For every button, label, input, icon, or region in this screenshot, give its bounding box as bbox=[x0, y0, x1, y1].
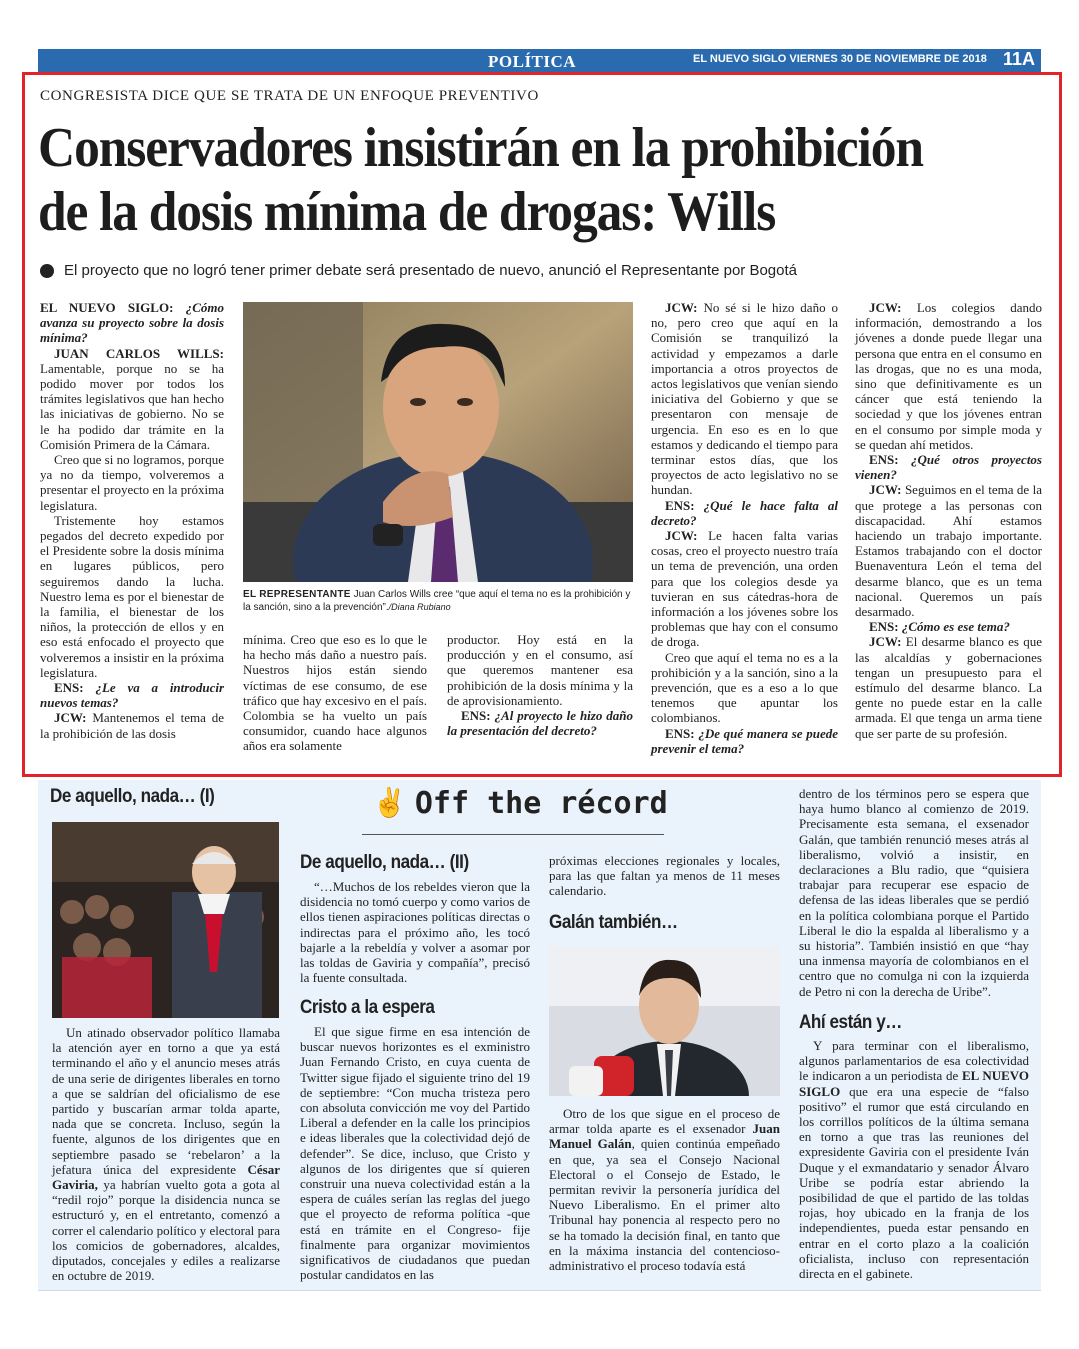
paragraph: Tristemente hoy estamos pegados del decreto expedido por el Presidente sobre la dosis mínima en lugares públicos, pero seguiremos dando la lucha. Nuestro lema es por el bienestar de la familia, el bienestar de los niños, la protección de ellos y en eso está enfocado el proyecto que volveremos a insistir en la próxima legislatura. bbox=[40, 512, 224, 680]
caption-text: Juan Carlos Wills cree “que aquí el tema no es la prohibición y la sanción, sino a la prevención”. bbox=[243, 589, 631, 613]
answer-text: Los colegios dando información, demostrando a los jóvenes a donde puede llegar una persona que entra en el consumo en las drogas, que no es una moda, sino que definitivamente es un cáncer que está teniendo la sociedad y que los jóvenes entran en el consumo por simple moda y se quedan ahí metidos. bbox=[855, 300, 1043, 452]
article-headline bbox=[38, 116, 1022, 244]
paragraph: Creo que si no logramos, porque ya no da tiempo, volveremos a presentar el proyecto en la próxima legislatura. bbox=[40, 452, 224, 513]
person-name: Juan Manuel Galán bbox=[549, 1121, 780, 1152]
caption-label: EL REPRESENTANTE bbox=[243, 589, 351, 600]
answer-lead: JCW: bbox=[869, 634, 902, 650]
article-deck bbox=[40, 262, 797, 279]
section-title: Ahí están y… bbox=[799, 1012, 902, 1033]
paragraph: , quien continúa empeñado en que, ya sea el Consejo Nacional Electoral o el Consejo de Estado, le permitan revivir la personería jurídica del Nuevo Liberalismo. En el primer alto Tribunal hay ponencia al respecto pero no se ha tomado la decisión final, en tanto que en la máxima instancia del contencioso-administrativo el proceso todavía está bbox=[549, 1136, 780, 1274]
answer-text: Lamentable, porque no se ha podido mover por todos los trámites legislativos que han hecho las iniciativas de gobierno. No se le ha podido dar trámite en la Comisión Primera de la Cámara. bbox=[40, 360, 224, 452]
section-header-bar bbox=[38, 49, 1041, 72]
paragraph: Un atinado observador político llamaba la atención ayer en torno a que ya está terminando el año y el anuncio meses atrás de una serie de dirigentes liberales en torno a que se saldrían del oficialismo de ese partido y buscarían armar tolda aparte, nada que se concreta. Incluso, según la fuente, algunos de los dirigentes que en septiembre pasado se ‘rebelaron’ a la jefatura única del expresidente bbox=[52, 1025, 280, 1177]
question-text: ¿Qué le hace falta al decreto? bbox=[651, 497, 838, 528]
column-title: Off the récord bbox=[414, 786, 668, 821]
photo-credit: /Diana Rubiano bbox=[388, 602, 451, 612]
photo-caption bbox=[243, 588, 633, 614]
bullet-icon bbox=[40, 264, 54, 278]
answer-lead: JCW: bbox=[54, 710, 87, 726]
paragraph: Y para terminar con el liberalismo, algunos parlamentarios de esa colectividad le indicaron a un periodista de bbox=[799, 1038, 1029, 1084]
article-column-5 bbox=[855, 300, 1042, 741]
article-column-2 bbox=[243, 632, 427, 754]
gaviria-photo bbox=[52, 822, 279, 1018]
section-name: POLÍTICA bbox=[488, 52, 577, 71]
question-text: ¿Al proyecto le hizo daño la presentación del decreto? bbox=[447, 708, 633, 739]
off-the-record-title bbox=[372, 786, 668, 821]
section-title: De aquello, nada… (II) bbox=[300, 852, 469, 873]
off-record-col-1 bbox=[52, 1025, 280, 1283]
question-text: ¿Cómo es ese tema? bbox=[901, 619, 1010, 635]
answer-text: Le hacen falta varias cosas, creo el proyecto nuestro traía un tema de prevención, una orden para que los colegios desde ya tuvieran en sus cátedras-hora de información a los jóvenes sobre los problemas que hay con el consumo de droga. bbox=[651, 528, 839, 650]
article-kicker: CONGRESISTA DICE QUE SE TRATA DE UN ENFOQUE PREVENTIVO bbox=[40, 88, 539, 104]
answer-lead: JCW: bbox=[665, 300, 698, 315]
headline-line-1: Conservadores insistirán en la prohibición bbox=[38, 117, 923, 179]
portrait-photo bbox=[243, 302, 633, 582]
paragraph: que era una especie de “falso positivo” el rumor que está circulando en los corrillos políticos de la última semana en torno a que tras las reuniones del expresidente Gaviria con el presidente Iván Duque y el exmandatario y senador Álvaro Uribe se podría estar abriendo la posibilidad de que el partido de las toldas rojas, hoy ubicado en la franja de los independientes, pueda estar pensando en entrar en el corto plazo a la coalición oficialista, incluso con representación directa en el gabinete. bbox=[799, 1083, 1029, 1282]
answer-lead: JUAN CARLOS WILLS: bbox=[54, 345, 224, 361]
off-record-col-4b bbox=[799, 1038, 1029, 1281]
question-lead: ENS: bbox=[869, 452, 899, 468]
question-lead: ENS: bbox=[665, 725, 695, 741]
deck-text: El proyecto que no logró tener primer debate será presentado de nuevo, anunció el Representante por Bogotá bbox=[64, 262, 797, 279]
question-text: ¿Qué otros proyectos vienen? bbox=[855, 452, 1042, 483]
answer-lead: JCW: bbox=[665, 528, 698, 544]
paragraph: próximas elecciones regionales y locales, para las que faltan ya menos de 11 meses calendario. bbox=[549, 853, 780, 899]
galan-photo bbox=[549, 946, 780, 1096]
answer-text: Mantenemos el tema de la prohibición de las dosis bbox=[40, 710, 224, 741]
paragraph: productor. Hoy está en la producción y en el consumo, así que queremos mantener esa prohibición de la dosis mínima y la de aprovisionamiento. bbox=[447, 632, 633, 708]
question-lead: ENS: bbox=[665, 497, 695, 513]
answer-lead: JCW: bbox=[869, 300, 902, 315]
headline-line-2: de la dosis mínima de drogas: Wills bbox=[38, 181, 776, 243]
off-record-col-2 bbox=[300, 879, 530, 985]
paragraph: Otro de los que sigue en el proceso de armar tolda aparte es el exsenador bbox=[549, 1106, 780, 1137]
article-column-1 bbox=[40, 300, 224, 741]
page-number: 11A bbox=[1002, 49, 1035, 69]
question-lead: ENS: bbox=[869, 619, 899, 635]
off-record-col-2b bbox=[300, 1024, 530, 1282]
off-record-col-3 bbox=[549, 853, 780, 899]
victory-hand-icon: ✌ bbox=[372, 787, 407, 819]
answer-lead: JCW: bbox=[869, 482, 902, 498]
paragraph: ya habrían vuelto gota a gota al “redil rojo” porque la disidencia nunca se estructuró y, en el entretanto, comenzó a correr el calendario político y electoral para los comicios de gobernadores, alcaldes, diputados, concejales y ediles a realizarse en octubre de 2019. bbox=[52, 1177, 280, 1284]
question-lead: ENS: bbox=[461, 708, 491, 724]
off-record-col-4 bbox=[799, 786, 1029, 999]
answer-text: Seguimos en el tema de la que protege a las personas con discapacidad. Ahí estamos haciendo un trabajo importante. Estamos trabajando con el doctor Buenaventura León el tema del desarme blanco, que es un tema nacional. Queremos un país desarmado. bbox=[855, 482, 1043, 620]
answer-text: No sé si le hizo daño o no, pero creo que aquí en la Comisión se tranquilizó la actividad y empezamos a darle importancia a otros proyectos de actos legislativos que venían siendo iniciativa del Gobierno y que se presentaron con mensaje de urgencia. En eso es en lo que estamos y dedicando el tiempo para terminar estos días, que los proyectos de acto legislativo no se hundan. bbox=[651, 300, 839, 498]
question-text: ¿De qué manera se puede prevenir el tema? bbox=[651, 725, 838, 756]
section-title: Cristo a la espera bbox=[300, 997, 435, 1018]
question-text: ¿Cómo avanza su proyecto sobre la dosis mínima? bbox=[40, 300, 225, 346]
paragraph: Creo que aquí el tema no es a la prohibición y a la sanción, sino a la prevención, que es a eso a lo que tenemos que apuntar los colombianos. bbox=[651, 649, 838, 726]
paragraph: mínima. Creo que eso es lo que le ha hecho más daño a nuestro país. Nuestros hijos están siendo víctimas de ese consumo, de ese tráfico que hay excesivo en el país. Colombia se ha vuelto un país consumidor, cuando hace algunos años era solamente bbox=[243, 632, 427, 754]
paragraph: “…Muchos de los rebeldes vieron que la disidencia no tomó cuerpo y como varios de ellos tienen aspiraciones políticas directas o indirectas para el próximo año, les tocó bajarle a la rebeldía y volver a asomar por las toldas de Gaviria y compañía”, precisó la fuente consultada. bbox=[300, 879, 530, 986]
panel-bottom-rule bbox=[38, 1290, 1041, 1291]
question-lead: EL NUEVO SIGLO: bbox=[40, 300, 174, 315]
question-text: ¿Le va a introducir nuevos temas? bbox=[40, 680, 225, 711]
section-title: De aquello, nada… (I) bbox=[50, 786, 215, 807]
title-rule bbox=[362, 834, 664, 835]
paragraph: dentro de los términos pero se espera que haya humo blanco al comienzo de 2019. Precisamente esta semana, el exsenador Galán, que también renunció meses atrás al liberalismo, volvió a insistir, en declaraciones a Blu radio, que “quisiera trabajar para recuperar ese espacio de defensa de las ideas liberales que se perdió en la política colombiana porque el Partido Liberal le dio la espalda al liberalismo y a su historia”. También insistió en que “hay una inmensa mayoría de colombianos en el centro que no comulga ni con la izquierda de Petro ni con la derecha de Uribe”. bbox=[799, 786, 1029, 999]
paragraph: El que sigue firme en esa intención de buscar nuevos horizontes es el exministro Juan Fernando Cristo, en cuya cuenta de Twitter sigue fijado el siguiente trino del 19 de septiembre: “Con mucha tristeza pero con absoluta convicción me voy del Partido Liberal a defender en la calle los principios e ideas liberales que la colectividad dejó de defender”. Se dice, incluso, que Cristo y algunos de los dirigentes que sí quieren construir una nueva colectividad están a la espera de cuáles serían las reglas del juego que el proyecto de reforma política -que está en trámite en el Congreso- fije finalmente para organizar movimientos significativos de ciudadanos que puedan postular candidatos en las bbox=[300, 1024, 530, 1283]
newspaper-name: EL NUEVO SIGLO bbox=[799, 1068, 1030, 1099]
person-name: César Gaviria, bbox=[52, 1161, 281, 1193]
section-title: Galán también… bbox=[549, 912, 678, 933]
answer-text: El desarme blanco es que las alcaldías y gobernaciones tengan un presupuesto para el estímulo del desarme blanco. La gente no puede estar en la calle armada. El que tenga un arma tiene que ser parte de su profesión. bbox=[855, 634, 1042, 741]
article-column-3 bbox=[447, 632, 633, 738]
off-record-col-3b bbox=[549, 1106, 780, 1273]
article-column-4 bbox=[651, 300, 838, 756]
question-lead: ENS: bbox=[54, 680, 84, 696]
newspaper-date: EL NUEVO SIGLO VIERNES 30 DE NOVIEMBRE DE 2018 bbox=[693, 53, 987, 65]
